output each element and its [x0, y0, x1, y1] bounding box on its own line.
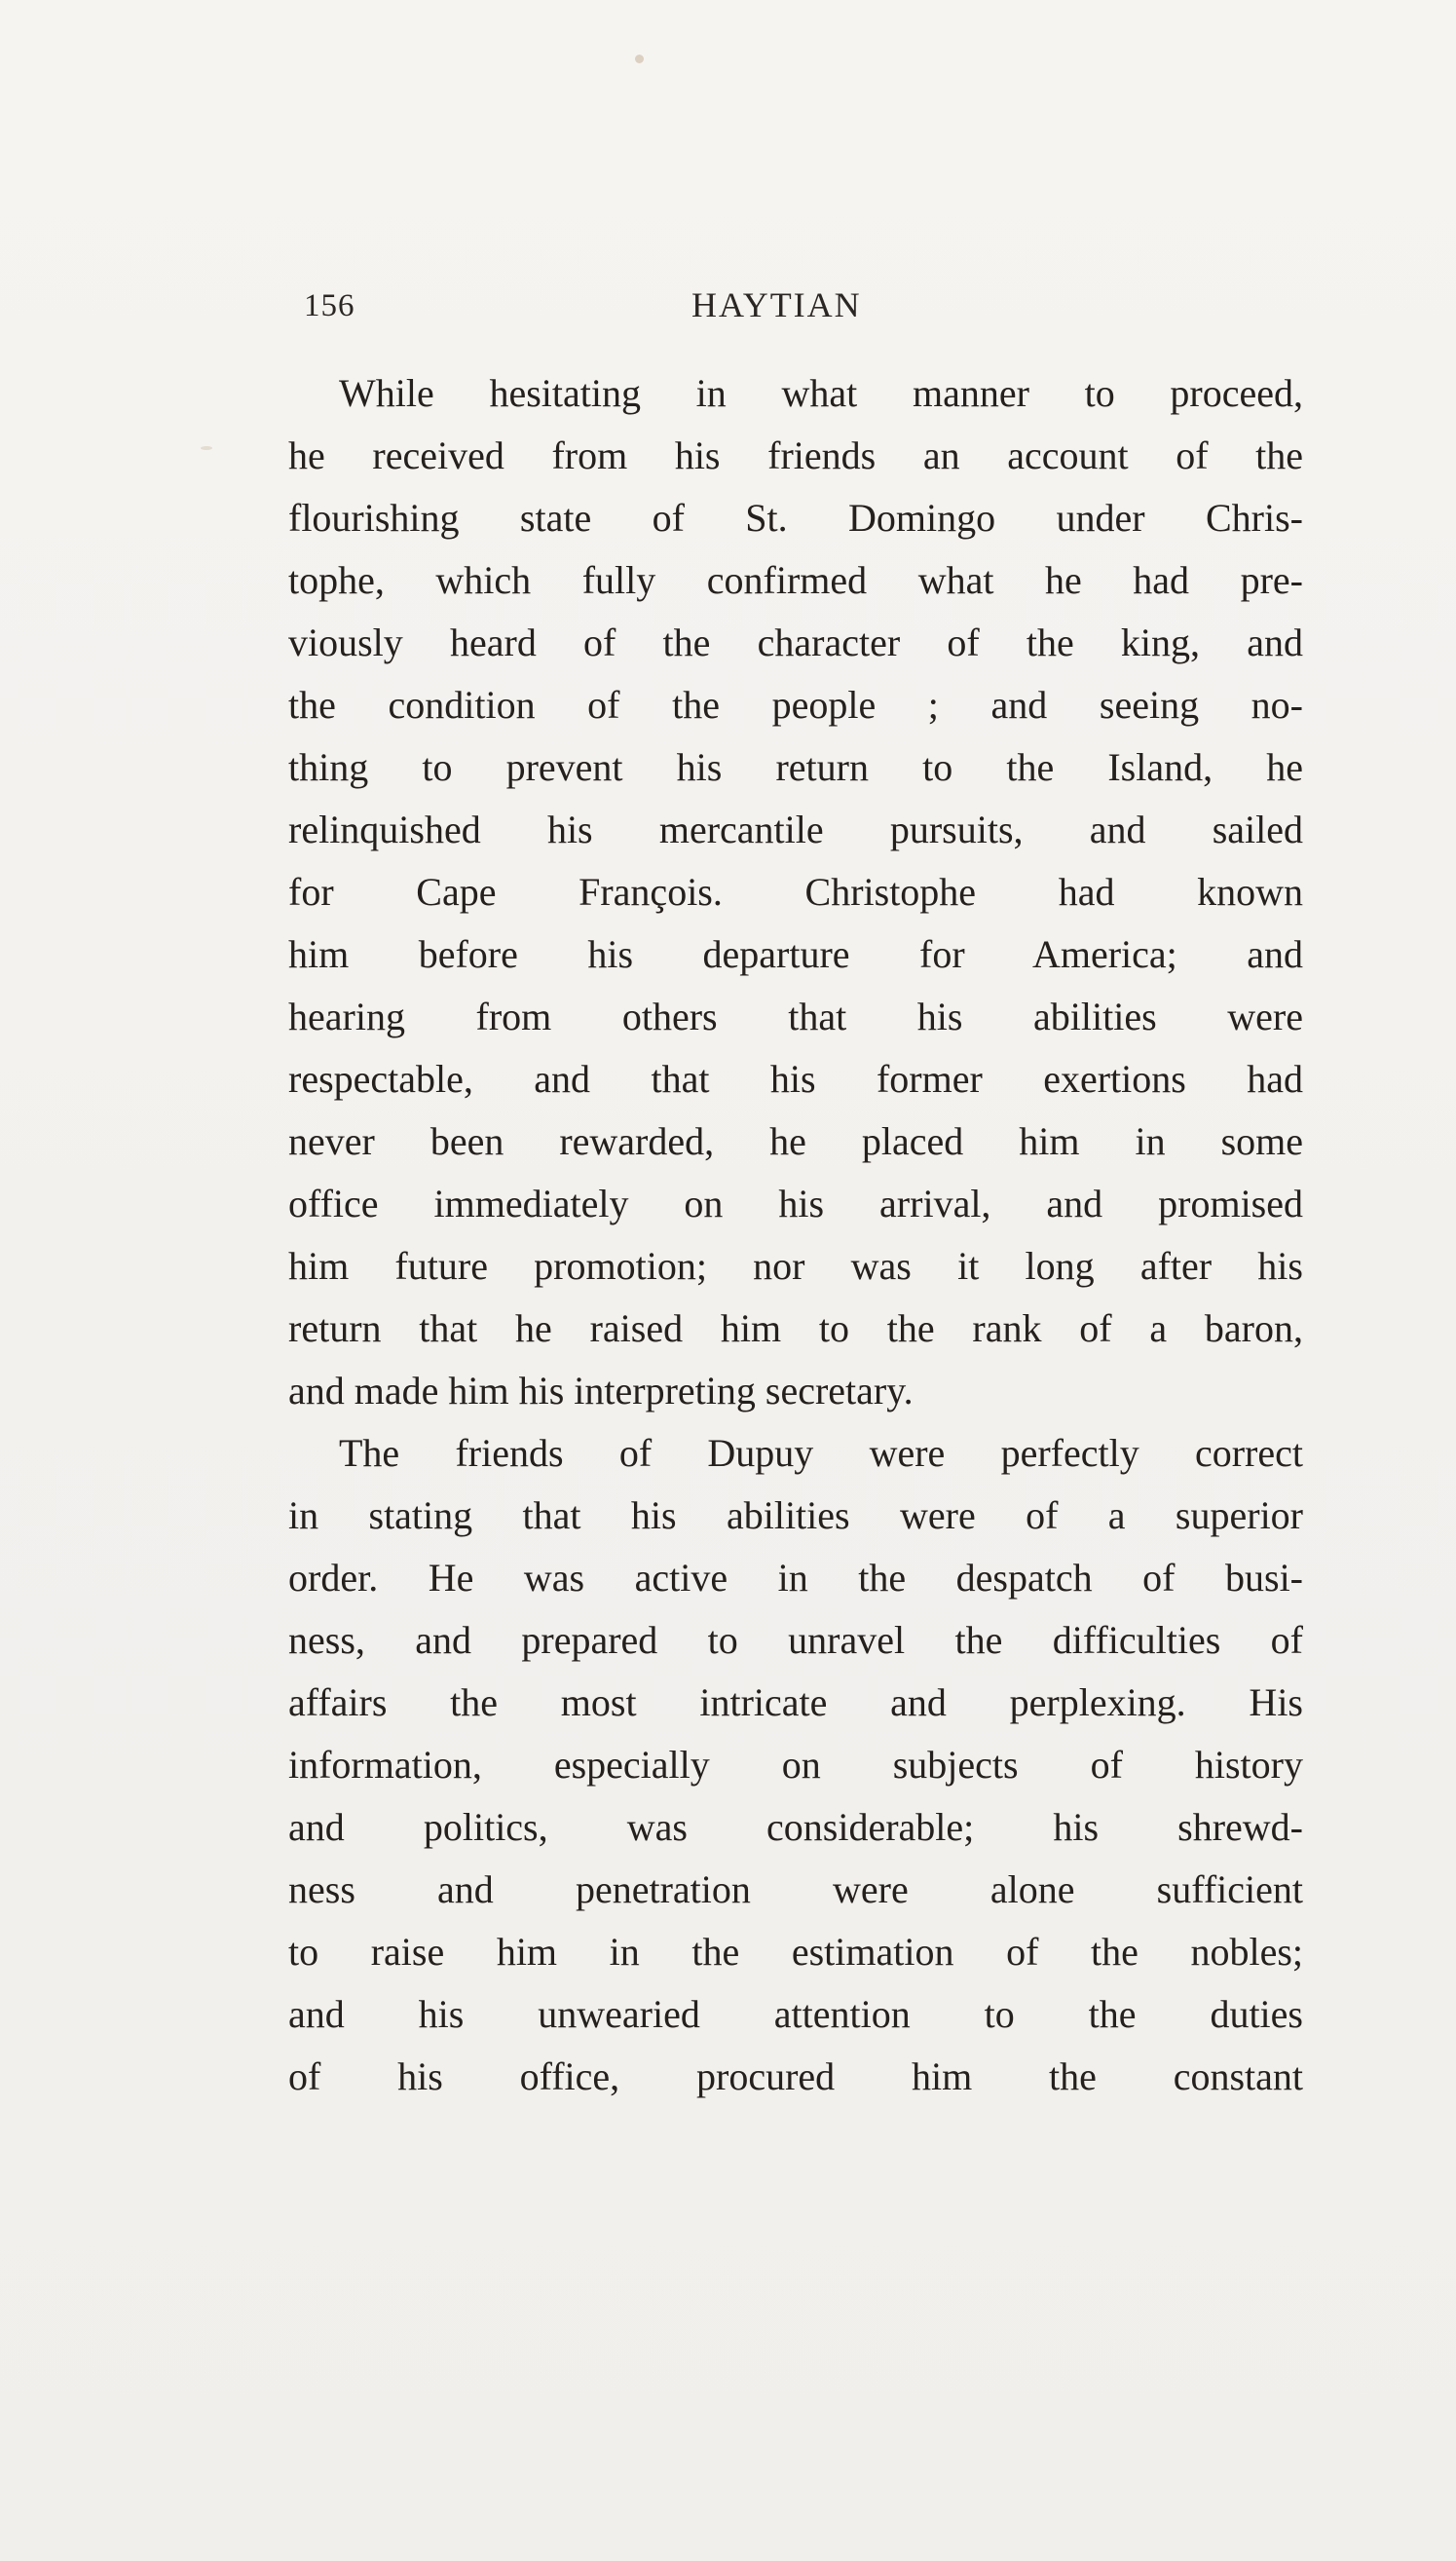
text-line: office immediately on his arrival, and promised	[288, 1182, 1303, 1225]
text-line: never been rewarded, he placed him in some	[288, 1119, 1303, 1163]
text-line: ness and penetration were alone sufficient	[288, 1867, 1303, 1911]
text-line: relinquished his mercantile pursuits, and sailed	[288, 808, 1303, 851]
text-line: of his office, procured him the constant	[288, 2054, 1303, 2098]
text-line: and his unwearied attention to the duties	[288, 1992, 1303, 2036]
text-line: order. He was active in the despatch of busi-	[288, 1556, 1303, 1600]
text-line: flourishing state of St. Domingo under Chris-	[288, 496, 1303, 540]
text-line: for Cape François. Christophe had known	[288, 870, 1303, 914]
running-title: HAYTIAN	[691, 285, 862, 324]
text-line: the condition of the people ; and seeing no-	[288, 683, 1303, 727]
text-line: hearing from others that his abilities were	[288, 995, 1303, 1038]
text-line: thing to prevent his return to the Island, he	[288, 745, 1303, 789]
text-line: The friends of Dupuy were perfectly correct	[339, 1431, 1303, 1475]
text-line: viously heard of the character of the king, and	[288, 621, 1303, 664]
paper-speck	[201, 446, 212, 450]
text-line: him future promotion; nor was it long after his	[288, 1244, 1303, 1288]
text-line: tophe, which fully confirmed what he had pre-	[288, 558, 1303, 602]
text-line: return that he raised him to the rank of a baron,	[288, 1306, 1303, 1350]
text-line: and made him his interpreting secretary.	[288, 1369, 914, 1412]
text-line: affairs the most intricate and perplexing. His	[288, 1680, 1303, 1724]
text-line: ness, and prepared to unravel the difficulties of	[288, 1618, 1303, 1662]
text-line: him before his departure for America; and	[288, 932, 1303, 976]
text-line: in stating that his abilities were of a superior	[288, 1493, 1303, 1537]
body-text	[288, 362, 1303, 2108]
text-line: While hesitating in what manner to proceed,	[339, 371, 1303, 415]
running-head	[304, 284, 1307, 333]
text-line: and politics, was considerable; his shrewd-	[288, 1805, 1303, 1849]
page-number: 156	[304, 288, 355, 323]
text-line: to raise him in the estimation of the nobles;	[288, 1930, 1303, 1974]
text-line: respectable, and that his former exertions had	[288, 1057, 1303, 1101]
text-line: information, especially on subjects of history	[288, 1743, 1303, 1787]
paper-speck	[635, 55, 644, 63]
text-line: he received from his friends an account of the	[288, 433, 1303, 477]
